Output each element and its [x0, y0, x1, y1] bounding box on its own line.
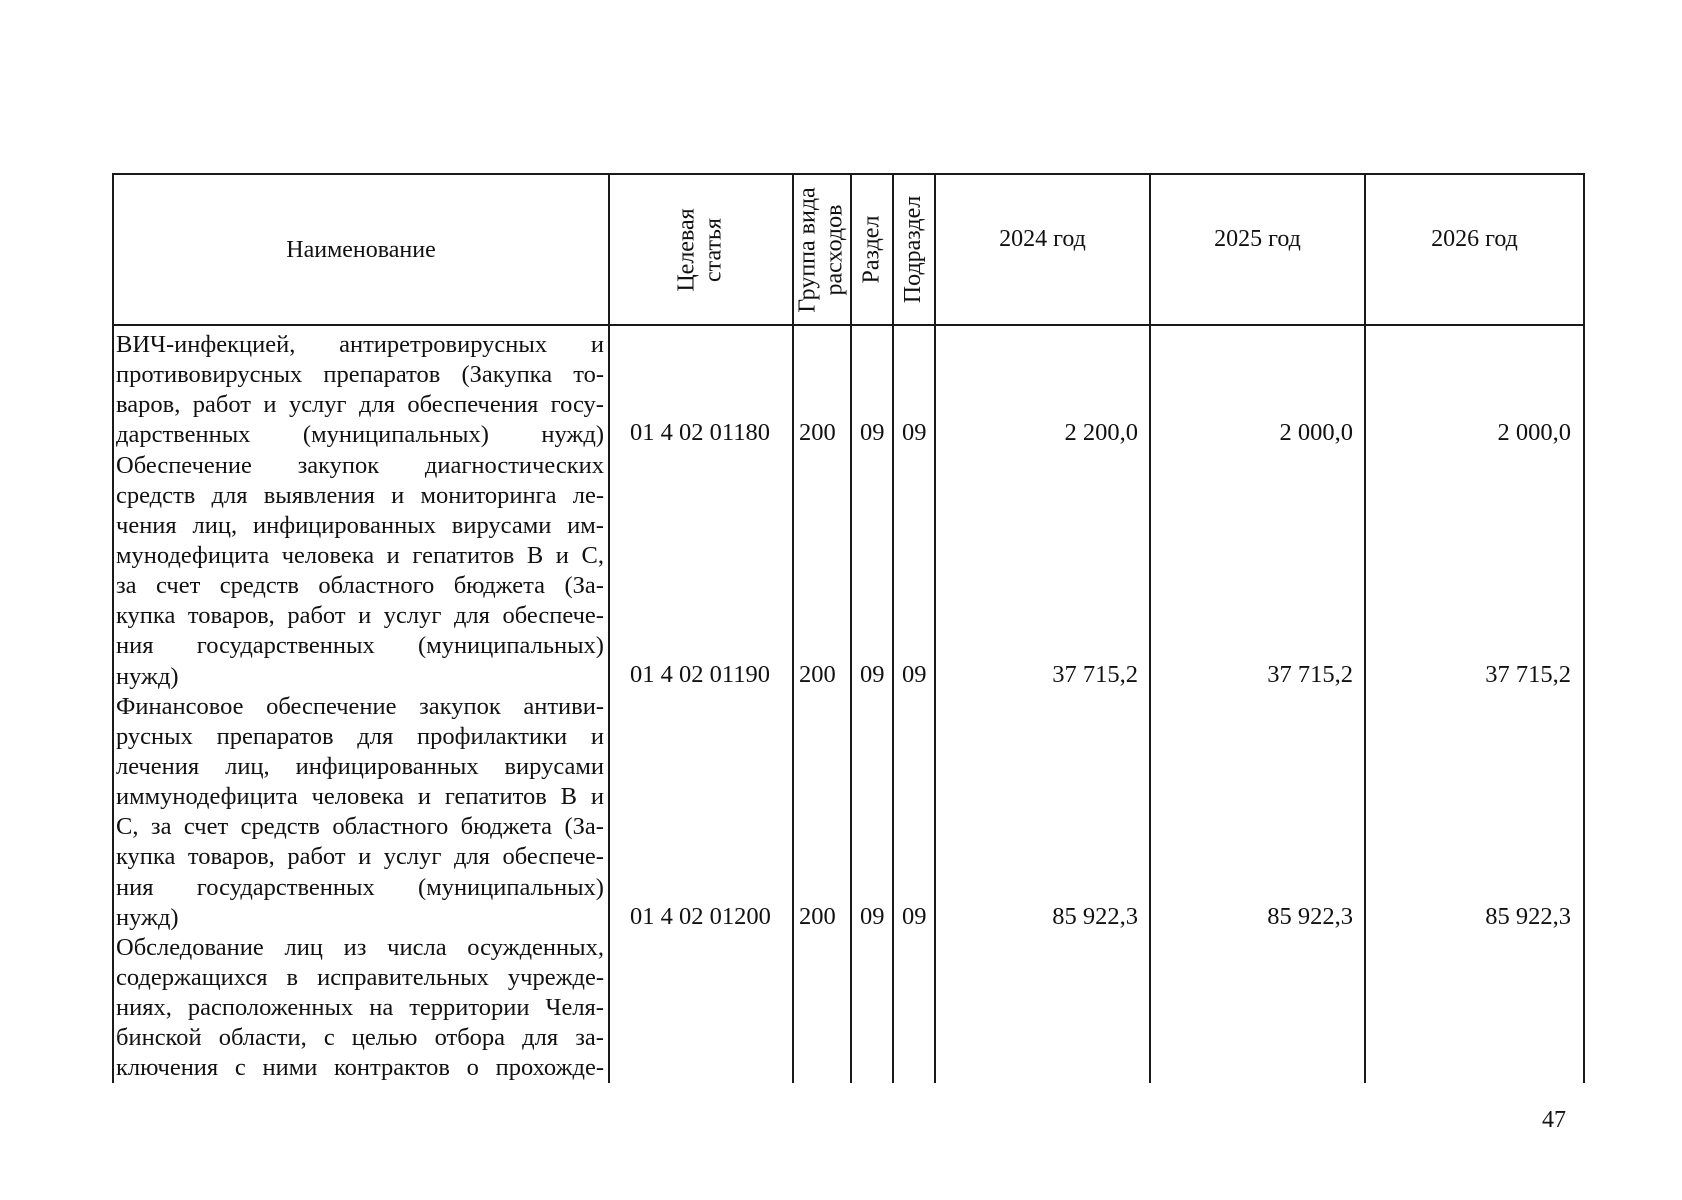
name-word: мунодефицита [116, 541, 270, 569]
name-word: ключения [116, 1054, 219, 1082]
name-line [116, 571, 604, 601]
name-word: для [211, 481, 248, 509]
name-word: ния [116, 873, 154, 901]
name-word: областного [332, 813, 449, 841]
name-word: гепатитов [412, 541, 515, 569]
name-line [116, 511, 604, 541]
name-line [116, 481, 604, 511]
name-word: государственных [196, 632, 375, 660]
cell-group: 200 [799, 903, 836, 930]
name-line [116, 993, 604, 1023]
name-word: лечения [116, 752, 200, 780]
name-line [116, 390, 604, 420]
name-word: средств [219, 572, 299, 600]
header-target [610, 175, 792, 324]
name-word: товаров, [187, 843, 275, 871]
header-group [794, 175, 850, 324]
name-line [116, 631, 604, 661]
name-line [116, 782, 604, 812]
name-word: (муниципальных) [418, 632, 604, 660]
name-word: С, [116, 813, 139, 841]
page-number: 47 [1542, 1107, 1566, 1133]
name-line [116, 1053, 604, 1083]
name-word: иммунодефицита [116, 783, 298, 811]
name-word: областного [318, 572, 435, 600]
name-word: учрежде- [507, 963, 604, 991]
cell-target: 01 4 02 01180 [630, 419, 770, 446]
name-word: профилактики [416, 722, 568, 750]
name-word: и [263, 391, 277, 419]
name-word: за- [575, 1024, 604, 1052]
header-group-line1: Группа вида [795, 186, 821, 313]
name-word: работ [192, 391, 251, 419]
name-word: работ [287, 843, 346, 871]
name-word: купка [116, 602, 176, 630]
name-line [116, 541, 604, 571]
name-word: счет [183, 813, 229, 841]
name-word: расположенных [187, 994, 354, 1022]
name-word: (Закупка [461, 361, 553, 389]
header-name-text: Наименование [286, 236, 436, 263]
cell-group: 200 [799, 661, 836, 688]
name-line [116, 420, 604, 450]
name-word: государственных [196, 873, 375, 901]
cell-2026: 2 000,0 [1497, 419, 1571, 446]
cell-2024: 37 715,2 [1052, 661, 1138, 688]
name-word: купка [116, 843, 176, 871]
name-word: человека [281, 541, 375, 569]
name-word: им- [567, 511, 604, 539]
name-word: и [555, 541, 569, 569]
name-word: мониторинга [420, 481, 557, 509]
header-subsection [894, 175, 934, 324]
col-border-right [1583, 173, 1585, 1083]
name-word: русных [116, 722, 193, 750]
name-word: лиц, [192, 511, 238, 539]
name-line [116, 873, 604, 903]
cell-2025: 2 000,0 [1279, 419, 1353, 446]
name-word: препаратов [216, 722, 334, 750]
name-word: закупок [419, 692, 501, 720]
name-word: средств [116, 481, 196, 509]
cell-2026: 37 715,2 [1485, 661, 1571, 688]
name-word: С, [581, 541, 604, 569]
name-line [116, 812, 604, 842]
name-word: варов, [116, 391, 181, 419]
name-word: за [150, 813, 172, 841]
header-target-line2: статья [700, 217, 727, 282]
name-word: контрактов [334, 1054, 450, 1082]
name-word: прохожде- [495, 1054, 604, 1082]
name-word: для [357, 722, 394, 750]
name-word: нужд) [541, 421, 604, 449]
cell-target: 01 4 02 01200 [630, 903, 771, 930]
name-word: обеспече- [502, 843, 604, 871]
name-word: препаратов [323, 361, 441, 389]
name-word: лиц, [225, 752, 270, 780]
name-word: обеспече- [502, 602, 604, 630]
name-word: гепатитов [444, 783, 547, 811]
cell-2026: 85 922,3 [1485, 903, 1571, 930]
cell-section: 09 [860, 419, 885, 446]
name-column-text [116, 330, 604, 1084]
name-word: и [386, 541, 400, 569]
name-line [116, 692, 604, 722]
header-2025-text: 2025 год [1214, 226, 1301, 252]
name-word: средств [240, 813, 320, 841]
name-line [116, 963, 604, 993]
name-word: и [417, 783, 431, 811]
name-word: ния [116, 632, 154, 660]
name-word: инфицированных [252, 511, 436, 539]
cell-2024: 2 200,0 [1064, 419, 1138, 446]
cell-2025: 85 922,3 [1267, 903, 1353, 930]
name-word: дарственных [116, 421, 251, 449]
name-word: работ [287, 602, 346, 630]
name-word: из [343, 933, 367, 961]
header-2024-text: 2024 год [999, 226, 1086, 252]
name-line [116, 360, 604, 390]
name-word: с [323, 1024, 335, 1052]
name-line [116, 722, 604, 752]
name-word: ними [262, 1054, 318, 1082]
header-section-text: Раздел [858, 215, 885, 284]
name-word: для [359, 391, 395, 419]
name-word: противовирусных [116, 361, 303, 389]
name-line [116, 903, 604, 933]
name-line [116, 933, 604, 963]
name-word: содержащихся [116, 963, 268, 991]
name-word: нужд) [116, 903, 179, 931]
name-word: вирусами [451, 511, 552, 539]
name-word: (муниципальных) [302, 421, 489, 449]
name-word: на [369, 994, 394, 1022]
name-word: Финансовое [116, 692, 244, 720]
cell-subsection: 09 [902, 419, 927, 446]
name-word: бюджета [453, 572, 546, 600]
header-2026-text: 2026 год [1431, 226, 1518, 252]
cell-2025: 37 715,2 [1267, 661, 1353, 688]
name-word: то- [573, 361, 604, 389]
name-word: и [358, 843, 372, 871]
name-word: вирусами [504, 752, 604, 780]
name-word: обеспечения [407, 391, 539, 419]
name-word: антиви- [523, 692, 604, 720]
cell-section: 09 [860, 661, 885, 688]
name-word: и [391, 481, 405, 509]
name-line [116, 601, 604, 631]
name-line [116, 1023, 604, 1053]
name-word: В [526, 541, 544, 569]
name-word: и [590, 783, 604, 811]
header-2024 [936, 225, 1149, 253]
name-word: Челя- [545, 994, 604, 1022]
header-2025 [1151, 225, 1364, 253]
name-word: отбора [434, 1024, 506, 1052]
name-word: (За- [564, 813, 604, 841]
name-word: ВИЧ-инфекцией, [116, 331, 296, 358]
header-group-line2: расходов [822, 204, 848, 295]
name-word: исправительных [317, 963, 489, 991]
name-word: в [286, 963, 299, 991]
col-border-2025 [1364, 173, 1366, 1083]
name-word: антиретровирусных [339, 331, 548, 358]
name-word: ниях, [116, 994, 172, 1022]
name-word: услуг [288, 391, 347, 419]
cell-target: 01 4 02 01190 [630, 661, 770, 688]
name-word: услуг [383, 602, 442, 630]
name-word: инфицированных [295, 752, 479, 780]
name-word: ле- [572, 481, 604, 509]
name-word: для [453, 843, 490, 871]
name-word: за [116, 572, 137, 600]
name-word: с [234, 1054, 246, 1082]
col-border-2024 [1149, 173, 1151, 1083]
header-2026 [1366, 225, 1583, 253]
cell-subsection: 09 [902, 903, 927, 930]
name-word: бинской [116, 1024, 202, 1052]
name-word: (муниципальных) [418, 873, 604, 901]
name-word: территории [409, 994, 530, 1022]
name-line [116, 662, 604, 692]
name-line [116, 451, 604, 481]
name-word: о [466, 1054, 479, 1082]
name-word: нужд) [116, 662, 179, 690]
header-section [852, 175, 892, 324]
name-word: (За- [564, 572, 604, 600]
name-word: обеспечение [266, 692, 397, 720]
name-word: счет [155, 572, 201, 600]
name-word: В [560, 783, 577, 811]
name-word: осужденных, [467, 933, 604, 961]
col-border-subsection [934, 173, 936, 1083]
name-word: чения [116, 511, 177, 539]
header-target-line1: Целевая [673, 207, 700, 292]
cell-subsection: 09 [902, 661, 927, 688]
name-word: и [590, 331, 604, 358]
name-word: и [358, 602, 372, 630]
name-word: целью [351, 1024, 418, 1052]
name-line [116, 330, 604, 360]
name-word: и [590, 722, 604, 750]
name-word: числа [387, 933, 447, 961]
name-word: человека [311, 783, 404, 811]
name-line [116, 752, 604, 782]
name-word: Обследование [116, 933, 264, 961]
name-word: для [522, 1024, 559, 1052]
header-subsection-text: Подраздел [900, 195, 927, 304]
name-word: товаров, [187, 602, 275, 630]
cell-2024: 85 922,3 [1052, 903, 1138, 930]
name-line [116, 842, 604, 872]
name-word: области, [218, 1024, 307, 1052]
name-word: услуг [383, 843, 442, 871]
name-word: лиц [284, 933, 323, 961]
name-word: диагностических [424, 451, 604, 479]
cell-group: 200 [799, 419, 836, 446]
name-word: Обеспечение [116, 451, 252, 479]
name-word: госу- [550, 391, 604, 419]
name-word: бюджета [460, 813, 553, 841]
cell-section: 09 [860, 903, 885, 930]
name-word: для [453, 602, 490, 630]
header-name [114, 175, 608, 324]
name-word: выявления [263, 481, 375, 509]
name-word: закупок [297, 451, 380, 479]
